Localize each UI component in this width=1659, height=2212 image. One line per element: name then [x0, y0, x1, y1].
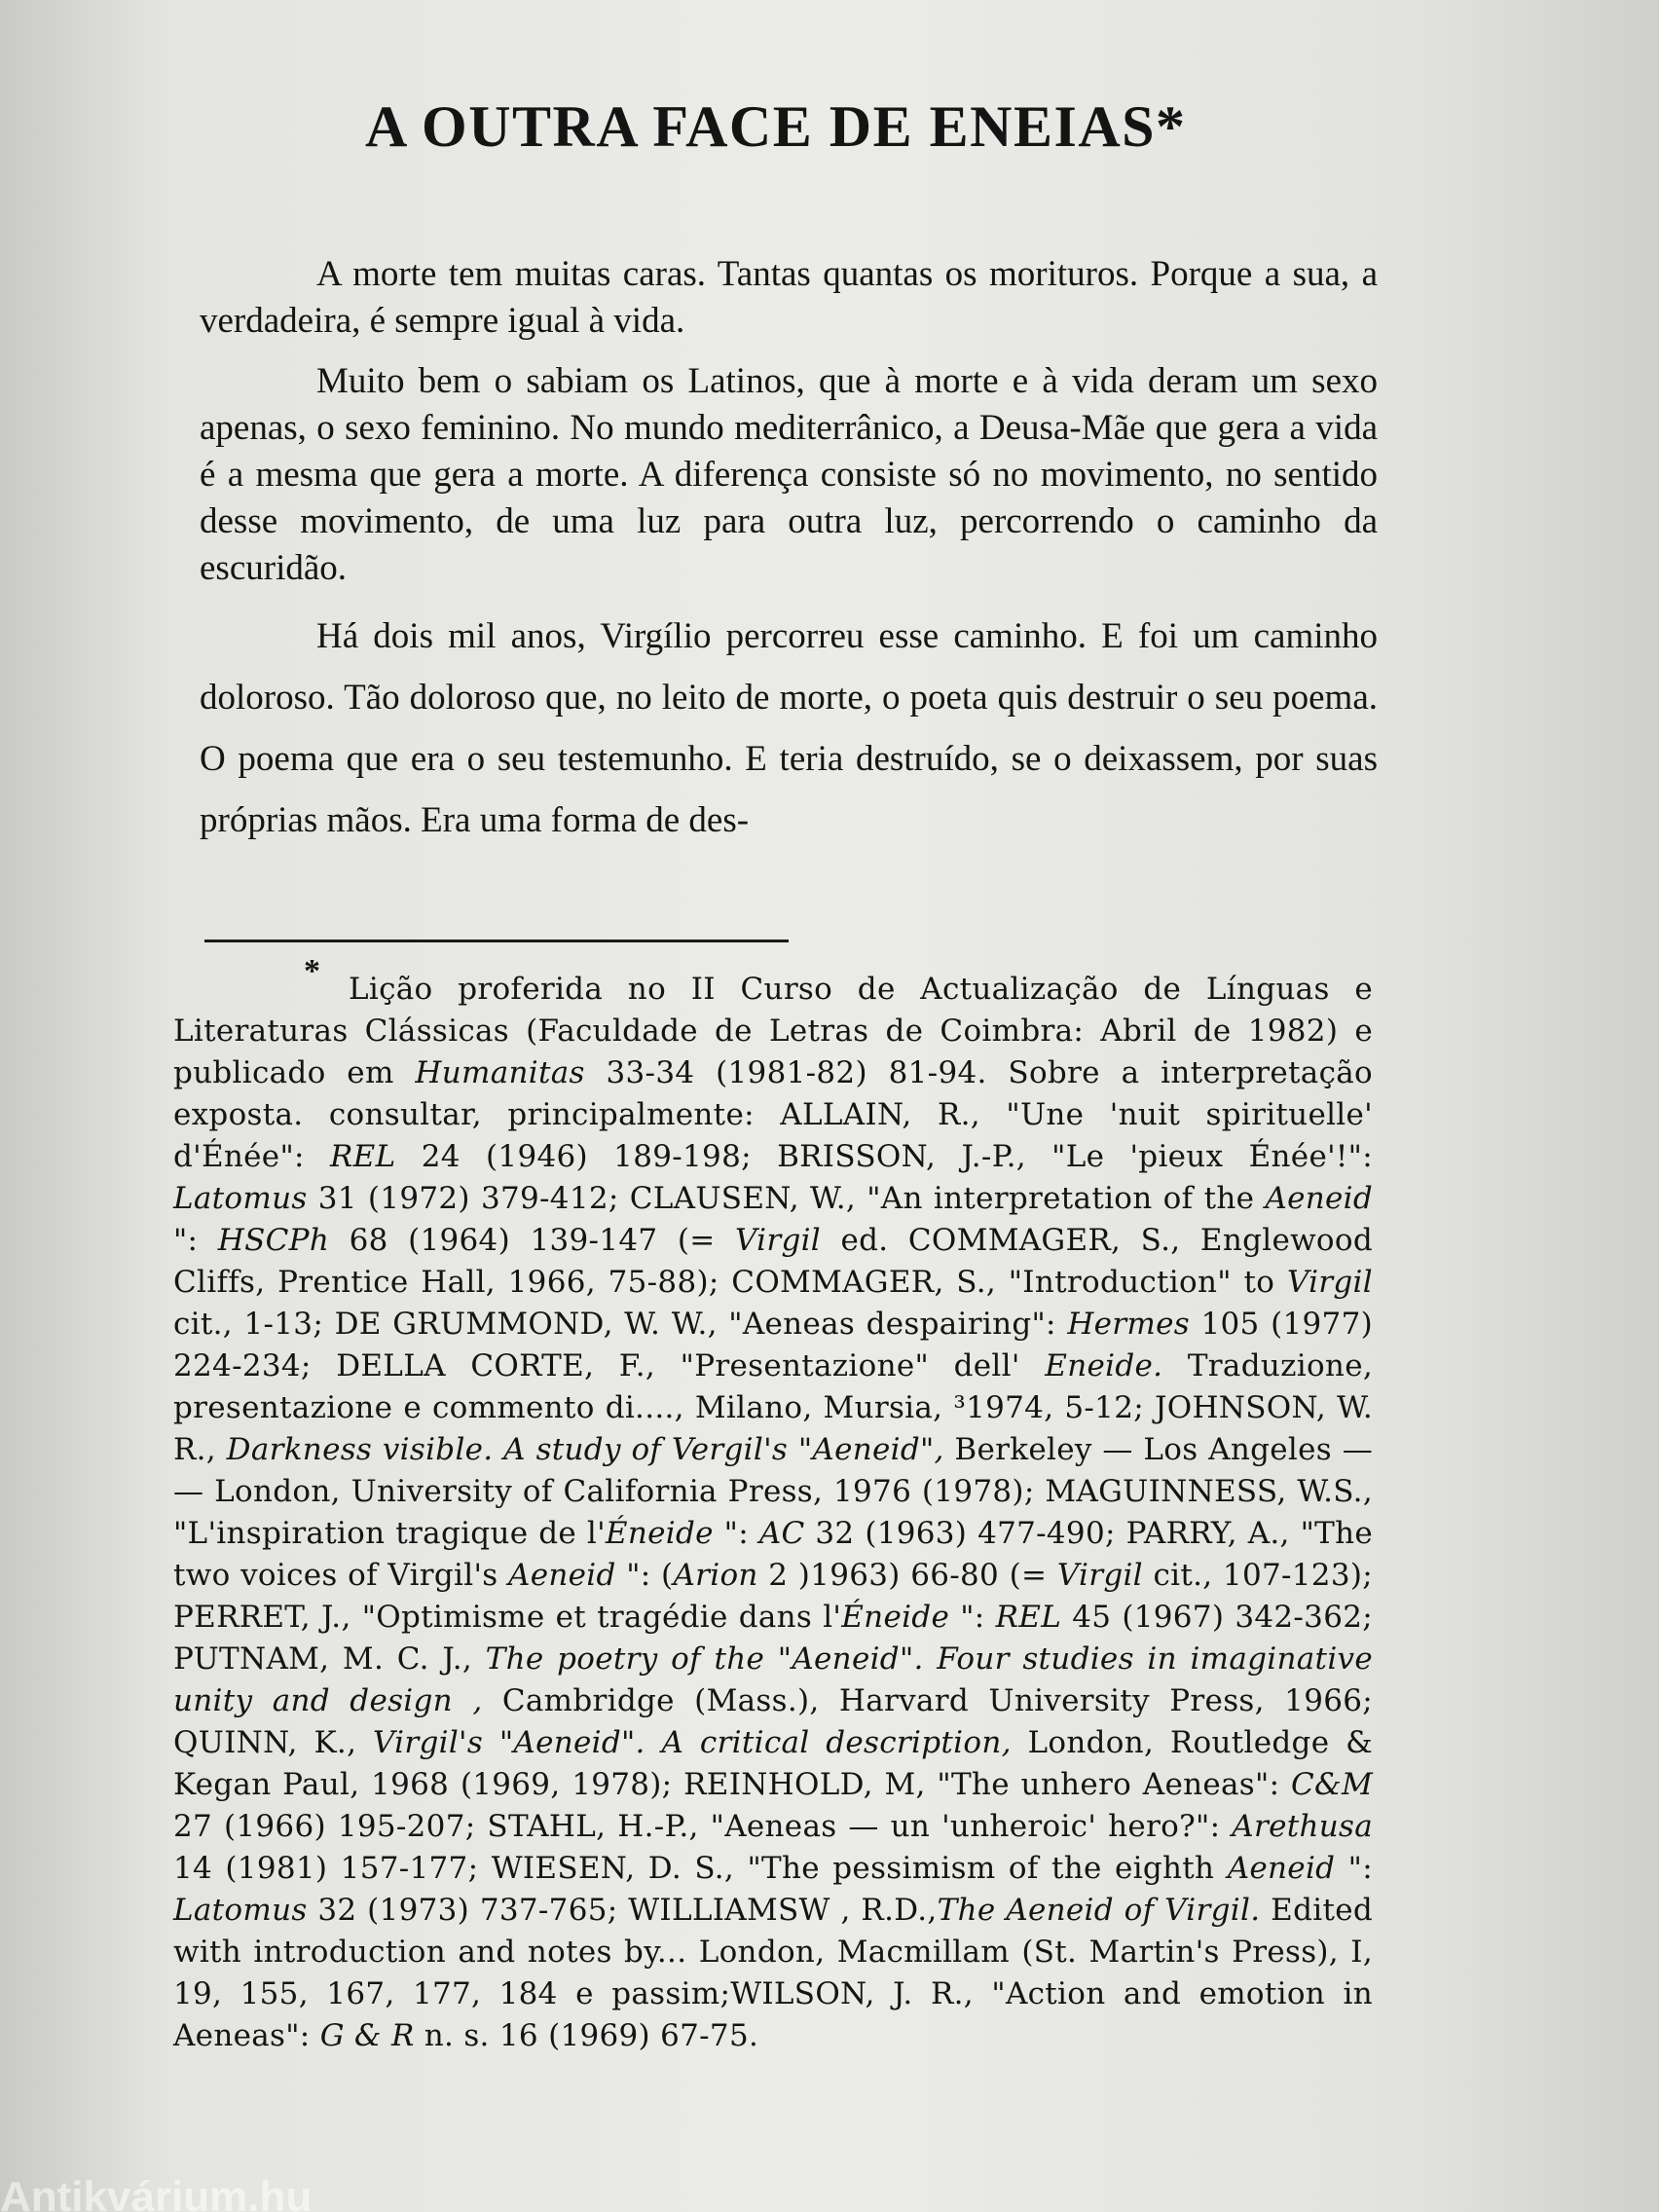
footnote-run: Berkeley — Los Angeles — — London, University of California Press, 1976 (1978); MAGUINNESS, W.S., "L'inspiration tragique de l' [173, 1432, 1373, 1551]
footnote-run: cit., 107-123); PERRET, J., "Optimisme et tragédie dans l' [173, 1558, 1373, 1635]
body-text [200, 251, 1378, 865]
footnote-run: 33-34 (1981-82) 81-94. Sobre a interpretação exposta. consultar, principalmente: ALLAIN, R., "Une 'nuit spirituelle' d'Énée": [173, 1055, 1373, 1174]
footnote-italic-run: Aeneid [508, 1558, 616, 1593]
footnote-italic-run: G & R [319, 2018, 415, 2053]
footnote-run: 2 )1963) 66-80 (= [757, 1558, 1057, 1593]
footnote-run: 68 (1964) 139-147 (= [329, 1223, 735, 1258]
footnote-italic-run: Virgil [734, 1223, 822, 1258]
footnote-italic-run: Virgil [1056, 1558, 1143, 1593]
footnote-run: 32 (1973) 737-765; WILLIAMSW , R.D., [307, 1893, 938, 1928]
footnote-run: ": ( [615, 1558, 674, 1593]
footnote-run: ": [949, 1600, 996, 1635]
footnote-run: 27 (1966) 195-207; STAHL, H.-P., "Aeneas — un 'unheroic' hero?": [173, 1809, 1233, 1844]
footnote-italic-run: Eneide. [1045, 1348, 1163, 1383]
footnote-run: 32 (1963) 477-490; PARRY, A., "The two voices of Virgil's [173, 1516, 1374, 1593]
footnote-run: Edited with introduction and notes by... London, Macmillam (St. Martin's Press), I, 19, 155, 167, 177, 184 e passim;WILSON, J. R., "Action and emotion in Aeneas": [173, 1893, 1373, 2053]
footnote-text [173, 969, 1373, 2057]
footnote-italic-run: HSCPh [217, 1223, 330, 1258]
footnote-run: ": [1335, 1851, 1373, 1886]
footnote-italic-run: Aeneid [1265, 1181, 1373, 1216]
footnote-run: 24 (1946) 189-198; BRISSON, J.-P., "Le 'pieux Énée'!": [395, 1139, 1373, 1174]
footnote-run: cit., 1-13; DE GRUMMOND, W. W., "Aeneas despairing": [173, 1307, 1068, 1342]
footnote-italic-run: AC [758, 1516, 805, 1551]
footnote-italic-run: Virgil [1286, 1265, 1373, 1300]
footnote-italic-run: REL [995, 1600, 1062, 1635]
footnote-run: n. s. 16 (1969) 67-75. [414, 2018, 759, 2053]
paragraph-1: A morte tem muitas caras. Tantas quantas os morituros. Porque a sua, a verdadeira, é sempre igual à vida. [200, 254, 1378, 341]
footnote-italic-run: Darkness visible. A study of Vergil's "Aeneid", [226, 1432, 944, 1467]
footnote-run: 105 (1977) 224-234; DELLA CORTE, F., "Presentazione" dell' [173, 1307, 1373, 1383]
footnote-run: 31 (1972) 379-412; CLAUSEN, W., "An interpretation of the [307, 1181, 1266, 1216]
footnote-italic-run: Virgil's "Aeneid". A critical description, [372, 1725, 1012, 1760]
footnote-run: London, Routledge & Kegan Paul, 1968 (1969, 1978); REINHOLD, M, "The unhero Aeneas": [173, 1725, 1373, 1802]
footnote-italic-run: Latomus [173, 1181, 308, 1216]
chapter-title: A OUTRA FACE DE ENEIAS* [365, 94, 1187, 160]
footnote-italic-run: The poetry of the "Aeneid". Four studies in imaginative unity and design , [173, 1641, 1373, 1718]
footnote-italic-run: C&M [1291, 1767, 1373, 1802]
footnote-marker: * [304, 953, 320, 989]
footnote-run: ed. COMMAGER, S., Englewood Cliffs, Prentice Hall, 1966, 75-88); COMMAGER, S., "Introduction" to [173, 1223, 1373, 1300]
footnote-run: ": [173, 1223, 218, 1258]
footnote-italic-run: Éneide [605, 1516, 714, 1551]
paragraph-3: Há dois mil anos, Virgílio percorreu esse caminho. E foi um caminho doloroso. Tão doloroso que, no leito de morte, o poeta quis destruir o seu poema. O poema que era o seu testemunho. E teria destruído, se o deixassem, por suas próprias mãos. Era uma forma de des- [200, 616, 1378, 840]
footnote-run: 14 (1981) 157-177; WIESEN, D. S., "The pessimism of the eighth [173, 1851, 1228, 1886]
footnote-italic-run: Arethusa [1232, 1809, 1373, 1844]
footnote-italic-run: The Aeneid of Virgil. [937, 1893, 1261, 1928]
footnote-run: Cambridge (Mass.), Harvard University Press, 1966; QUINN, K., [173, 1683, 1374, 1760]
footnote-run: ": [713, 1516, 759, 1551]
footnote-italic-run: Hermes [1067, 1307, 1190, 1342]
footnote-italic-run: Éneide [841, 1600, 950, 1635]
footnote-run: Lição proferida no II Curso de Actualização de Línguas e Literaturas Clássicas (Faculdade de Letras de Coimbra: Abril de 1982) e publicado em [173, 972, 1373, 1090]
footnote-italic-run: Aeneid [1227, 1851, 1336, 1886]
footnote-run: Traduzione, presentazione e commento di...., Milano, Mursia, ³1974, 5-12; JOHNSON, W. R., [173, 1348, 1373, 1467]
footnote-italic-run: Arion [673, 1558, 758, 1593]
footnote-run: 45 (1967) 342-362; PUTNAM, M. C. J., [173, 1600, 1373, 1677]
paragraph-2: Muito bem o sabiam os Latinos, que à morte e à vida deram um sexo apenas, o sexo feminino. No mundo mediterrânico, a Deusa-Mãe que gera a vida é a mesma que gera a morte. A diferença consiste só no movimento, no sentido desse movimento, de uma luz para outra luz, percorrendo o caminho da escuridão. [200, 361, 1378, 588]
watermark-text: Antikvárium.hu [0, 2173, 313, 2212]
footnote-italic-run: Humanitas [415, 1055, 585, 1090]
footnote-italic-run: Latomus [173, 1893, 308, 1928]
footnote-italic-run: REL [330, 1139, 396, 1174]
footnote-divider [204, 940, 789, 942]
